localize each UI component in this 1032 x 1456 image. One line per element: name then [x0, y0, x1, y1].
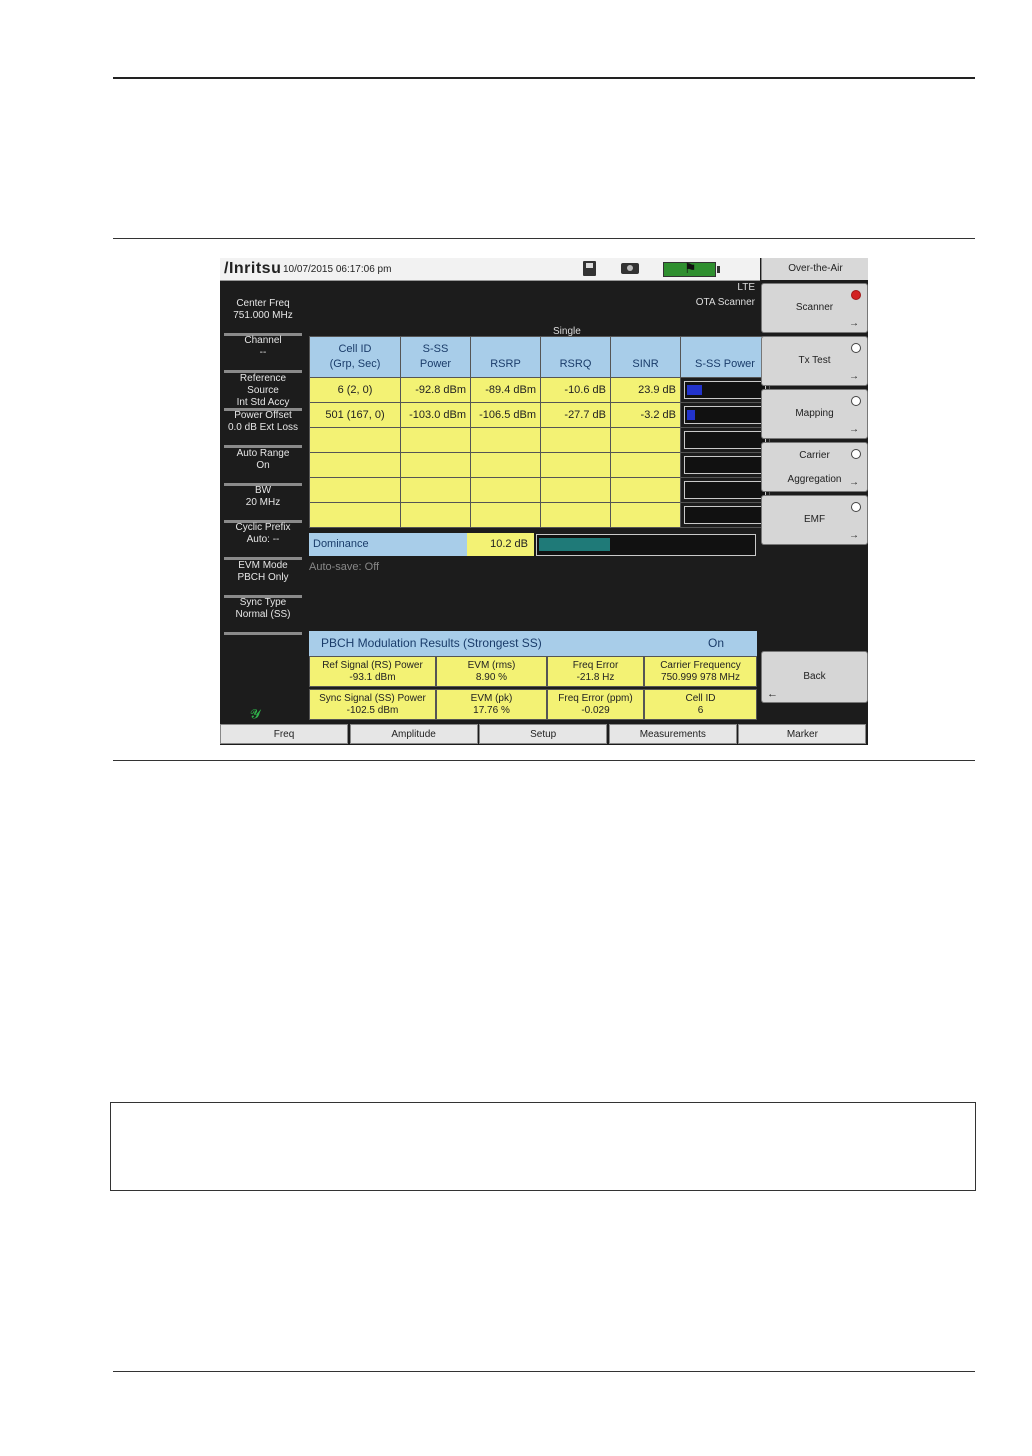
left-param-5[interactable] [224, 485, 302, 523]
ss-power-bar [684, 456, 766, 474]
dominance-bar [536, 534, 756, 556]
left-param-value: Normal (SS) [235, 609, 291, 621]
pbch-result-value: -0.029 [581, 705, 610, 716]
note-box [110, 1102, 976, 1191]
datetime: 10/07/2015 06:17:06 pm [283, 264, 392, 275]
cell-sinr [611, 503, 681, 528]
pbch-result-label: Cell ID [685, 693, 716, 704]
left-param-value: PBCH Only [237, 571, 289, 583]
save-icon[interactable] [583, 261, 596, 276]
pbch-result-cell [436, 656, 547, 687]
left-param-label: Cyclic Prefix [235, 522, 291, 534]
radio-indicator-icon [851, 502, 861, 512]
left-param-2[interactable] [224, 373, 302, 411]
left-param-1[interactable] [224, 335, 302, 373]
pbch-title: PBCH Modulation Results (Strongest SS) [321, 636, 542, 650]
col-cell-id: Cell ID (Grp, Sec) [310, 337, 401, 378]
ss-power-bar-cell [681, 403, 770, 428]
softkey-emf[interactable] [761, 495, 868, 545]
ss-power-bar [684, 381, 766, 399]
softkey-scanner[interactable] [761, 283, 868, 333]
radio-indicator-icon [851, 343, 861, 353]
radio-indicator-icon [851, 449, 861, 459]
col-rsrp: RSRP [471, 337, 541, 378]
left-param-3[interactable] [224, 410, 302, 448]
cell-ss-power [401, 428, 471, 453]
table-row [310, 503, 770, 528]
pbch-result-value: -93.1 dBm [349, 672, 396, 683]
cell-rsrq: -10.6 dB [541, 378, 611, 403]
left-param-value: Int Std Accy [236, 396, 290, 408]
left-param-value: -- [259, 347, 267, 359]
pbch-result-cell [309, 656, 436, 687]
col-ss-power-bar: S-SS Power [681, 337, 770, 378]
ss-power-bar-fill [687, 385, 702, 395]
instrument-screen [220, 258, 868, 745]
ss-power-bar-fill [687, 410, 695, 420]
cell-sinr: -3.2 dB [611, 403, 681, 428]
left-param-value: 751.000 MHz [233, 310, 293, 321]
ss-power-bar-cell [681, 428, 770, 453]
footer-rule [113, 1371, 975, 1372]
back-arrow-icon: ← [767, 688, 778, 700]
softkey-label: Scanner [795, 302, 834, 313]
cell-rsrq [541, 428, 611, 453]
left-param-label: Power Offset [234, 410, 292, 422]
table-header-row [310, 337, 770, 378]
arrow-right-icon: → [849, 477, 859, 488]
camera-icon[interactable] [621, 263, 639, 274]
left-param-label: Sync Type [239, 597, 287, 609]
radio-indicator-icon [851, 290, 861, 300]
ss-power-bar-cell [681, 453, 770, 478]
cell-sinr: 23.9 dB [611, 378, 681, 403]
pbch-result-label: EVM (pk) [470, 693, 513, 704]
pbch-result-label: Sync Signal (SS) Power [319, 693, 426, 704]
ss-power-bar-cell [681, 378, 770, 403]
left-param-7[interactable] [224, 560, 302, 598]
title-bar [220, 258, 760, 281]
pbch-result-label: Freq Error [572, 660, 619, 671]
pbch-results-grid [309, 656, 757, 720]
softkey-menu-title: Over-the-Air [761, 258, 868, 280]
left-param-6[interactable] [224, 522, 302, 560]
menu-measurements[interactable]: Measurements [609, 724, 737, 744]
left-param-4[interactable] [224, 448, 302, 486]
submode-label: OTA Scanner [695, 297, 755, 308]
pbch-result-label: Carrier Frequency [660, 660, 741, 671]
autosave-status: Auto-save: Off [309, 561, 380, 573]
arrow-right-icon: → [849, 424, 859, 435]
cell-ss-power: -92.8 dBm [401, 378, 471, 403]
cell-rsrp: -106.5 dBm [471, 403, 541, 428]
softkey-mapping[interactable] [761, 389, 868, 439]
left-param-label: BW [254, 485, 272, 496]
pbch-result-cell [644, 656, 757, 687]
cell-rsrq [541, 503, 611, 528]
pbch-header [309, 631, 757, 656]
top-rule [113, 77, 975, 79]
antenna-icon: 𝓨 [250, 706, 263, 721]
cell-cell-id [310, 453, 401, 478]
battery-icon [663, 262, 716, 277]
left-param-value: Auto: -- [246, 534, 280, 546]
left-param-label: Channel [244, 335, 282, 347]
arrow-right-icon: → [849, 318, 859, 329]
cell-cell-id: 501 (167, 0) [310, 403, 401, 428]
pbch-result-label: Freq Error (ppm) [558, 693, 633, 704]
left-param-0[interactable] [224, 298, 302, 336]
softkey-label: Mapping [795, 408, 834, 419]
radio-indicator-icon [851, 396, 861, 406]
arrow-right-icon: → [849, 371, 859, 382]
left-param-value: 0.0 dB Ext Loss [227, 422, 299, 434]
col-rsrq: RSRQ [541, 337, 611, 378]
cell-rsrq: -27.7 dB [541, 403, 611, 428]
left-param-label: Reference Source [239, 372, 287, 396]
pbch-result-cell [644, 689, 757, 720]
col-ss-power: S-SS Power [401, 337, 471, 378]
dominance-value: 10.2 dB [467, 533, 534, 556]
pbch-state: On [708, 636, 725, 650]
cell-cell-id [310, 428, 401, 453]
scanner-table [309, 336, 770, 528]
cell-sinr [611, 453, 681, 478]
pbch-result-value: -21.8 Hz [576, 672, 615, 683]
pbch-result-value: 8.90 % [475, 672, 508, 683]
cell-rsrp [471, 453, 541, 478]
ss-power-bar [684, 481, 766, 499]
cell-rsrp: -89.4 dBm [471, 378, 541, 403]
pbch-result-cell [436, 689, 547, 720]
softkey-label: EMF [803, 514, 826, 525]
cell-ss-power [401, 453, 471, 478]
left-param-value: 20 MHz [245, 497, 281, 508]
ss-power-bar-cell [681, 503, 770, 528]
pbch-result-value: -102.5 dBm [346, 705, 399, 716]
cell-rsrq [541, 478, 611, 503]
cell-cell-id: 6 (2, 0) [310, 378, 401, 403]
pbch-result-label: Ref Signal (RS) Power [322, 660, 423, 671]
menu-freq[interactable]: Freq [220, 724, 348, 744]
back-label: Back [803, 671, 826, 682]
cell-sinr [611, 428, 681, 453]
dominance-label: Dominance [309, 533, 467, 556]
ss-power-bar [684, 406, 766, 424]
pbch-result-value: 6 [697, 705, 704, 716]
ss-power-bar [684, 506, 766, 524]
sweep-mode-label: Single [553, 326, 581, 337]
dominance-bar-fill [539, 538, 610, 551]
left-param-label: Auto Range [236, 447, 290, 459]
cell-rsrp [471, 478, 541, 503]
ss-power-bar [684, 431, 766, 449]
pbch-result-value: 750.999 978 MHz [661, 672, 740, 683]
left-param-value: On [256, 459, 270, 471]
cell-ss-power [401, 478, 471, 503]
table-row [310, 403, 770, 428]
cell-rsrq [541, 453, 611, 478]
left-param-label: Center Freq [236, 298, 290, 309]
table-row [310, 428, 770, 453]
cell-ss-power [401, 503, 471, 528]
cell-sinr [611, 478, 681, 503]
cell-rsrp [471, 503, 541, 528]
softkey-carrier[interactable] [761, 442, 868, 492]
softkey-label: Carrier [799, 450, 830, 461]
mode-label: LTE [737, 282, 755, 293]
ss-power-bar-cell [681, 478, 770, 503]
figure-top-rule [113, 238, 975, 239]
arrow-right-icon: → [849, 530, 859, 541]
table-row [310, 453, 770, 478]
cell-rsrp [471, 428, 541, 453]
table-row [310, 378, 770, 403]
col-sinr: SINR [611, 337, 681, 378]
figure-bottom-rule [113, 760, 975, 761]
pbch-result-cell [309, 689, 436, 720]
softkey-label-2: Aggregation [787, 474, 842, 485]
cell-cell-id [310, 478, 401, 503]
back-button[interactable] [761, 651, 868, 703]
left-param-8[interactable] [224, 597, 302, 635]
menu-setup[interactable]: Setup [479, 724, 607, 744]
softkey-tx-test[interactable] [761, 336, 868, 386]
menu-marker[interactable]: Marker [738, 724, 866, 744]
bottom-menu-bar [220, 724, 868, 745]
pbch-result-cell [547, 656, 644, 687]
pbch-result-value: 17.76 % [473, 705, 510, 716]
left-param-label: EVM Mode [238, 559, 288, 571]
pbch-result-cell [547, 689, 644, 720]
softkey-label: Tx Test [798, 355, 831, 366]
pbch-result-label: EVM (rms) [467, 660, 516, 671]
table-row [310, 478, 770, 503]
cell-ss-power: -103.0 dBm [401, 403, 471, 428]
brand-logo: /Inritsu [224, 260, 282, 277]
menu-amplitude[interactable]: Amplitude [350, 724, 478, 744]
cell-cell-id [310, 503, 401, 528]
